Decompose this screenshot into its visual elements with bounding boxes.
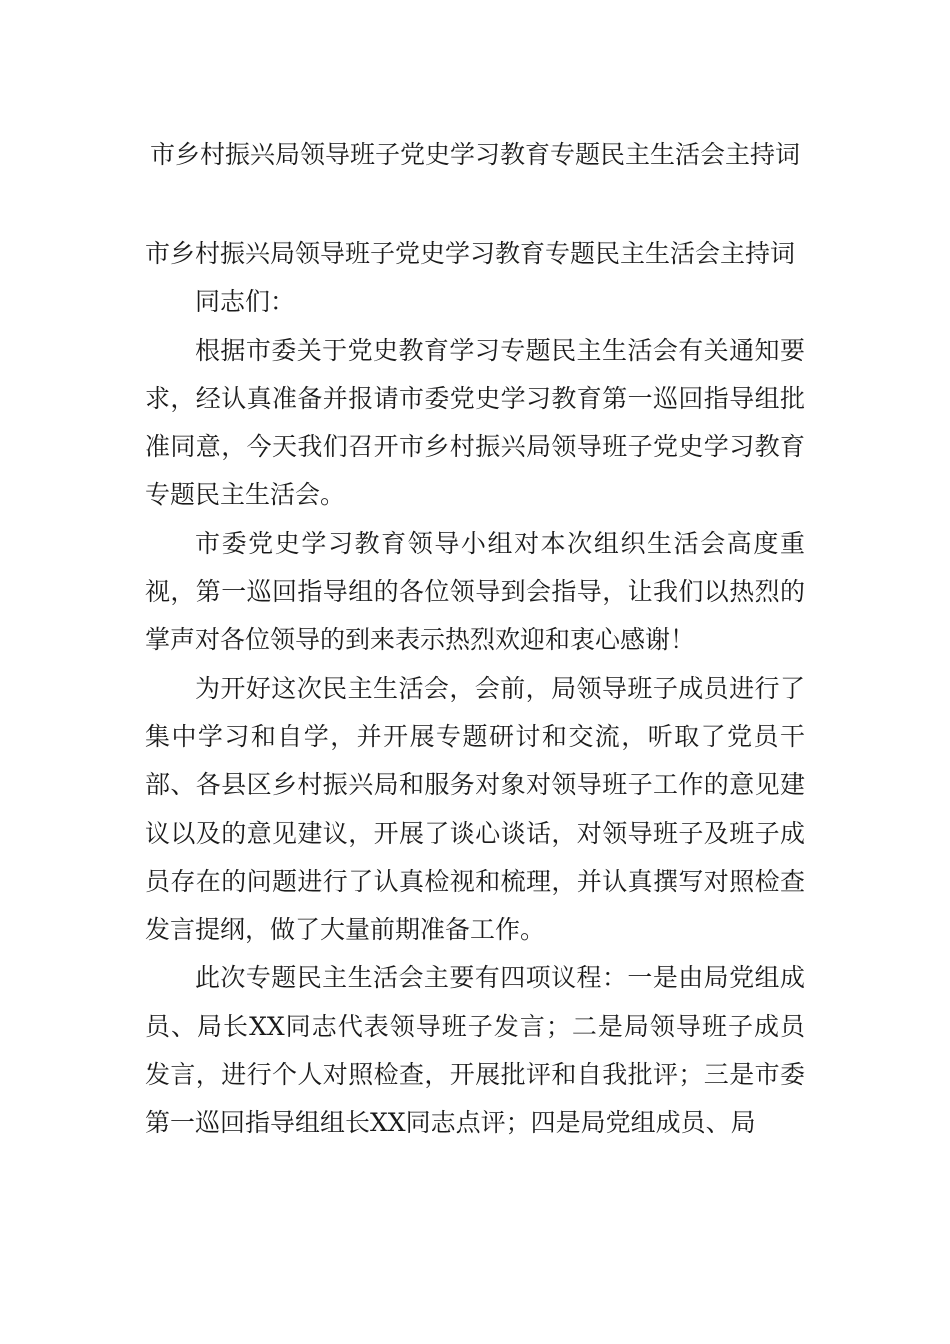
document-title: 市乡村振兴局领导班子党史学习教育专题民主生活会主持词 [149, 140, 800, 169]
document-body [145, 230, 805, 1148]
document-subtitle: 市乡村振兴局领导班子党史学习教育专题民主生活会主持词 [145, 239, 796, 268]
paragraph-4: 此次专题民主生活会主要有四项议程：一是由局党组成员、局长XX同志代表领导班子发言；二是局领导班子成员发言，进行个人对照检查，开展批评和自我批评；三是市委第一巡回指导组组长XX同志点评；四是局党组成员、局 [145, 963, 805, 1138]
paragraph-3: 为开好这次民主生活会，会前，局领导班子成员进行了集中学习和自学，并开展专题研讨和交流，听取了党员干部、各县区乡村振兴局和服务对象对领导班子工作的意见建议以及的意见建议，开展了谈心谈话，对领导班子及班子成员存在的问题进行了认真检视和梳理，并认真撰写对照检查发言提纲，做了大量前期准备工作。 [145, 673, 805, 945]
paragraph-1: 根据市委关于党史教育学习专题民主生活会有关通知要求，经认真准备并报请市委党史学习教育第一巡回指导组批准同意，今天我们召开市乡村振兴局领导班子党史学习教育专题民主生活会。 [145, 335, 805, 510]
paragraph-2: 市委党史学习教育领导小组对本次组织生活会高度重视，第一巡回指导组的各位领导到会指导，让我们以热烈的掌声对各位领导的到来表示热烈欢迎和衷心感谢！ [145, 528, 805, 655]
salutation: 同志们： [195, 287, 296, 317]
